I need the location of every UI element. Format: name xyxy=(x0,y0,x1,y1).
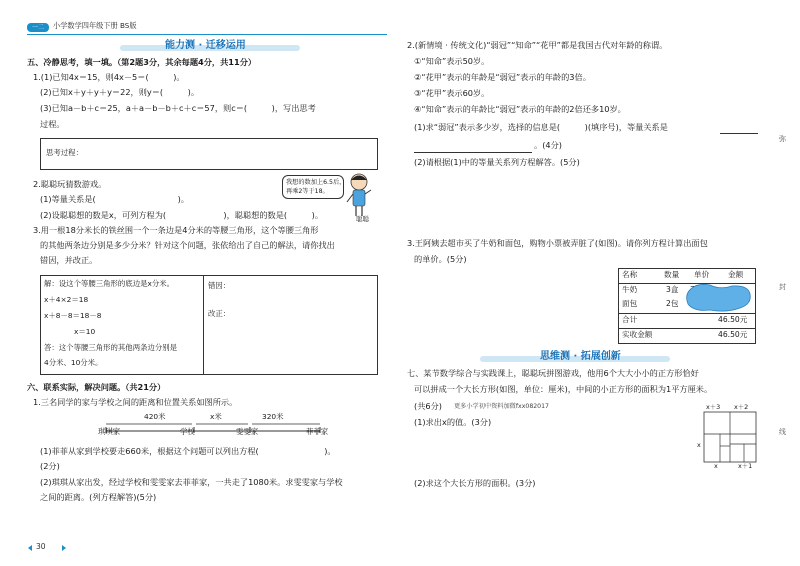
r-q7-sub-1: (1)求出x的值。(3分) xyxy=(414,417,492,427)
r-q7-line-2: 可以拼成一个大长方形(如图，单位：厘米)，中间的小正方形的面积为1平方厘米。 xyxy=(414,384,713,394)
section-title-ability: 能力测 · 迁移运用 xyxy=(165,40,246,51)
fig-label-x-bottom: x xyxy=(714,462,718,470)
stain-blob xyxy=(680,282,754,314)
receipt-bread: 面包 xyxy=(622,299,638,308)
r-q3-line-2: 的单价。(5分) xyxy=(414,254,467,264)
receipt-header-qty: 数量 xyxy=(664,270,680,279)
page-number: 30 xyxy=(36,542,46,551)
solution-line-4: x＝10 xyxy=(74,327,96,336)
distance-diagram xyxy=(104,420,324,434)
r-q2-line-4: ③“花甲”表示60岁。 xyxy=(414,88,490,98)
receipt-header-price: 单价 xyxy=(694,270,710,279)
receipt-header-amount: 金额 xyxy=(728,270,744,279)
r-q2-line-7: 。(4分) xyxy=(534,140,562,150)
q5-2-title: 2.聪聪玩猜数游戏。 xyxy=(33,179,107,189)
receipt-header-name: 名称 xyxy=(622,270,638,279)
receipt-total-label: 合计 xyxy=(622,315,638,324)
next-page-icon[interactable] xyxy=(62,545,66,551)
watermark-text: 更多小学初中资料加微fxx082017 xyxy=(454,403,549,410)
receipt-bread-qty: 2包 xyxy=(666,299,679,308)
solution-line-5: 答：这个等腰三角形的其他两条边分别是 xyxy=(44,343,178,352)
dist-label-420: 420米 xyxy=(144,412,166,421)
fig-label-x3: x＋3 xyxy=(706,403,721,411)
q6-2-line-2: 之间的距离。(列方程解答)(5分) xyxy=(40,492,157,502)
q5-2-line-1: (1)等量关系是( )。 xyxy=(40,194,189,204)
fix-label: 改正： xyxy=(208,309,231,318)
receipt-milk: 牛奶 xyxy=(622,285,638,294)
place-wenwen: 雯雯家 xyxy=(236,427,259,436)
solution-table-divider xyxy=(203,275,204,375)
r-q2-line-8: (2)请根据(1)中的等量关系列方程解答。(5分) xyxy=(414,157,580,167)
solution-line-2: x＋4×2＝18 xyxy=(44,295,89,304)
receipt-paid-value: 46.50元 xyxy=(718,330,748,339)
error-label: 错因： xyxy=(208,281,231,290)
place-feifei: 菲菲家 xyxy=(306,427,329,436)
q5-item-3-cont: 过程。 xyxy=(40,119,65,129)
q5-item-2: (2)已知x＋y＋y＋y＝22，则y＝( )。 xyxy=(40,87,200,97)
margin-char-3: 线 xyxy=(779,428,786,436)
think-process-box[interactable] xyxy=(40,138,378,170)
r-q2-line-3: ②“花甲”表示的年龄是“弱冠”表示的年龄的3倍。 xyxy=(414,72,591,82)
receipt-total-value: 46.50元 xyxy=(718,315,748,324)
prev-page-icon[interactable] xyxy=(28,545,32,551)
solution-line-1: 解：设这个等腰三角形的底边是x分米。 xyxy=(44,279,175,288)
margin-char-2: 封 xyxy=(779,283,786,291)
q5-3-line-1: 3.用一根18分米长的铁丝围一个一条边是4分米的等腰三角形，这个等腰三角形 xyxy=(33,225,319,235)
q6-intro: 1.三名同学的家与学校之间的距离和位置关系如图所示。 xyxy=(33,397,238,407)
section-title-thinking: 思维测 · 拓展创新 xyxy=(540,351,621,362)
q6-2-line-1: (2)琪琪从家出发，经过学校和雯雯家去菲菲家，一共走了1080米。求雯雯家与学校 xyxy=(40,477,343,487)
receipt-rule-3 xyxy=(618,328,756,329)
q5-3-line-2: 的其他两条边分别是多少分米？针对这个问题，张依给出了自己的解法，请你找出 xyxy=(40,240,335,250)
relation-blank-2[interactable] xyxy=(414,152,532,153)
series-badge: 一二 xyxy=(27,23,49,32)
receipt-milk-qty: 3盒 xyxy=(666,285,679,294)
bubble-line-2: 再乘2等于18。 xyxy=(286,188,329,195)
q5-2-line-2: (2)设聪聪想的数是x，可列方程为( )，聪聪想的数是( )。 xyxy=(40,210,324,220)
q5-item-1: 1.(1)已知4x＝15，则4x－5＝( )。 xyxy=(33,72,185,82)
kid-label: 聪聪 xyxy=(356,215,369,223)
place-qiqi: 琪琪家 xyxy=(98,427,121,436)
q5-3-line-3: 错因，并改正。 xyxy=(40,255,98,265)
r-q2-line-1: 2.(新情境 · 传统文化)“弱冠”“知命”“花甲”都是我国古代对年龄的称谓。 xyxy=(407,40,668,50)
q6-1-line: (1)菲菲从家到学校要走660米，根据这个问题可以列出方程( )。 xyxy=(40,446,336,456)
q6-1-score: (2分) xyxy=(40,461,60,471)
fig-label-x2: x＋2 xyxy=(734,403,749,411)
header-divider xyxy=(27,34,387,35)
solution-line-6: 4分米、10分米。 xyxy=(44,358,103,367)
square-puzzle-figure xyxy=(700,408,760,468)
r-q2-line-6: (1)求“弱冠”表示多少岁，选择的信息是( )(填序号)，等量关系是 xyxy=(414,122,668,132)
r-q7-line-1: 七、某节数学综合与实践课上，聪聪玩拼图游戏，他用6个大大小小的正方形恰好 xyxy=(407,368,699,378)
receipt-paid-label: 实收金额 xyxy=(622,330,653,339)
relation-blank-1[interactable] xyxy=(720,133,758,134)
r-q7-sub-2: (2)求这个大长方形的面积。(3分) xyxy=(414,478,536,488)
q6-title: 六、联系实际，解决问题。（共21分） xyxy=(27,382,166,392)
book-title: 小学数学四年级下册 BS版 xyxy=(53,21,137,30)
bubble-line-1: 我想的数加上6.5后， xyxy=(286,179,346,186)
speech-bubble xyxy=(282,175,344,199)
solution-line-3: x＋8－8＝18－8 xyxy=(44,311,102,320)
q5-title: 五、冷静思考，填一填。（第2题3分，其余每题4分，共11分） xyxy=(27,57,257,67)
q5-item-3: (3)已知a－b＋c＝25，a＋a－b－b＋c＋c＝57，则c＝( )，写出思考 xyxy=(40,103,316,113)
think-label: 思考过程： xyxy=(46,148,83,157)
margin-char-1: 弥 xyxy=(779,135,786,143)
fig-label-x1: x＋1 xyxy=(738,462,753,470)
r-q2-line-2: ①“知命”表示50岁。 xyxy=(414,56,490,66)
r-q2-line-5: ④“知命”表示的年龄比“弱冠”表示的年龄的2倍还多10岁。 xyxy=(414,104,626,114)
place-school: 学校 xyxy=(180,427,195,436)
r-q3-line-1: 3.王阿姨去超市买了牛奶和面包，购物小票被弄脏了(如图)。请你列方程计算出面包 xyxy=(407,238,708,248)
dist-label-x: x米 xyxy=(210,412,222,421)
dist-label-320: 320米 xyxy=(262,412,284,421)
r-q7-line-3: (共6分) xyxy=(414,401,442,411)
fig-label-x-left: x xyxy=(697,441,701,449)
